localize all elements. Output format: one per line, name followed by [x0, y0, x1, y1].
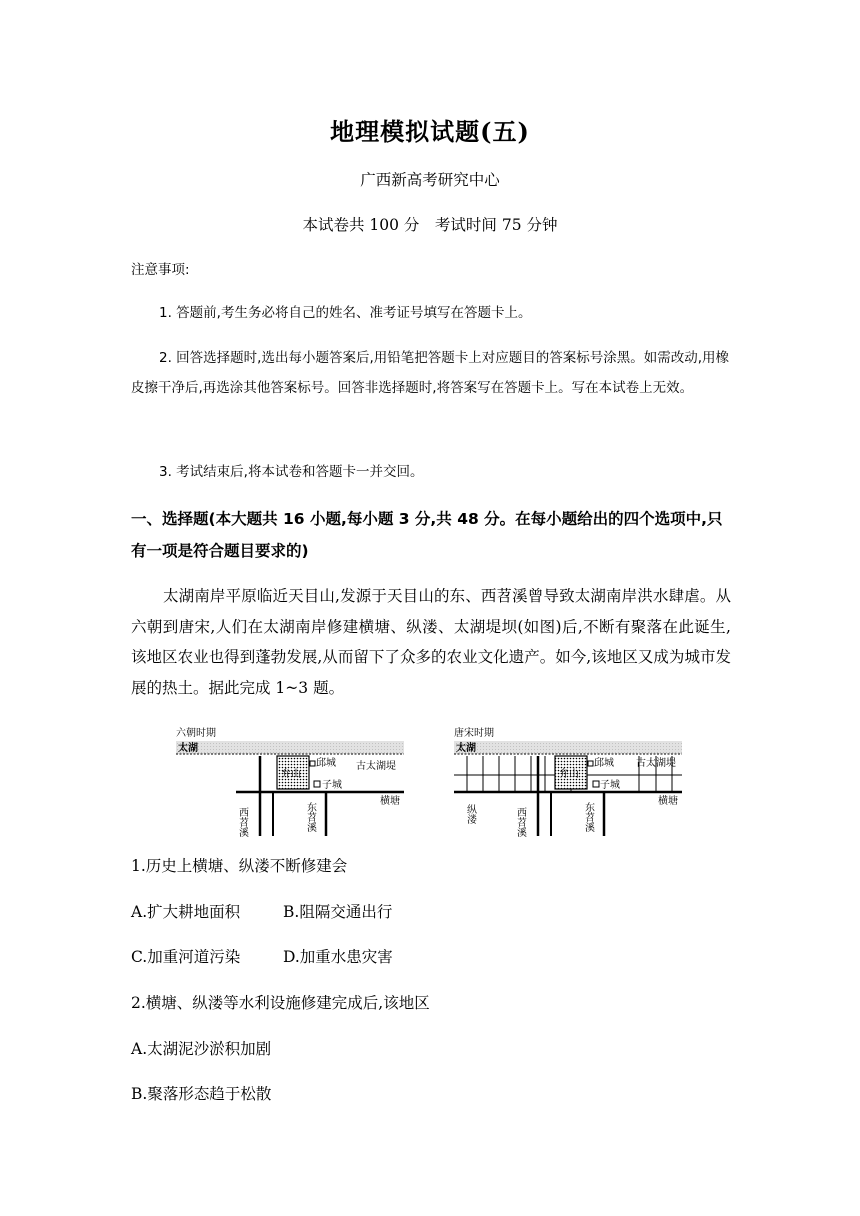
question-1-options-row: [131, 900, 393, 922]
notice-heading: 注意事项:: [131, 262, 190, 278]
lake-area: [454, 741, 682, 754]
map-period-label: 六朝时期: [176, 728, 216, 739]
city-marker: [593, 781, 599, 787]
map-period-label: 唐宋时期: [454, 728, 494, 739]
option-a: A.太湖泥沙淤积加剧: [131, 1040, 272, 1058]
city-label: 子城: [600, 780, 620, 791]
dike-label: 古太湖堤: [356, 761, 396, 772]
question-1-stem: 1.历史上横塘、纵溇不断修建会: [131, 857, 348, 875]
east-river-label: 东苕溪: [304, 802, 316, 832]
page-title: 地理模拟试题(五): [330, 117, 530, 146]
right-map: [454, 726, 682, 838]
option-a: A.扩大耕地面积: [131, 903, 241, 921]
city-marker: [314, 781, 320, 787]
organization-name: 广西新高考研究中心: [360, 171, 500, 189]
map-figure: [170, 724, 690, 840]
city-label: 子城: [322, 780, 342, 791]
exam-info: 本试卷共 100 分 考试时间 75 分钟: [302, 216, 558, 234]
section-heading: 一、选择题(本大题共 16 小题,每小题 3 分,共 48 分。在每小题给出的四个选项中,只有一项是符合题目要求的): [131, 510, 723, 560]
notice-item-3: 3. 考试结束后,将本试卷和答题卡一并交回。: [159, 464, 424, 480]
lake-label: 太湖: [178, 743, 198, 754]
city-label: 邱城: [316, 758, 336, 769]
canal-label: 横塘: [658, 796, 678, 807]
option-b: B.阻隔交通出行: [283, 903, 393, 921]
lake-label: 太湖: [456, 743, 476, 754]
notice-item-1: 1. 答题前,考生务必将自己的姓名、准考证号填写在答题卡上。: [159, 305, 532, 321]
dike-label: 古太湖堤: [636, 758, 676, 769]
west-river-label: 西苕溪: [236, 807, 248, 837]
city-label: 邱城: [594, 758, 614, 769]
east-river-label: 东苕溪: [582, 802, 594, 832]
question-2-stem: 2.横塘、纵溇等水利设施修建完成后,该地区: [131, 994, 430, 1012]
city-marker: [588, 761, 593, 766]
notice-item-2: 2. 回答选择题时,选出每小题答案后,用铅笔把答题卡上对应题目的答案标号涂黑。如需改动,用橡皮擦干净后,再选涂其他答案标号。回答非选择题时,将答案写在答题卡上。写在本试卷上无效。: [131, 350, 730, 396]
option-c: C.加重河道污染: [131, 948, 241, 966]
question-1-options-row: [131, 945, 393, 967]
city-marker: [310, 761, 315, 766]
hill-label: 弁山: [281, 769, 301, 780]
passage: 太湖南岸平原临近天目山,发源于天目山的东、西苕溪曾导致太湖南岸洪水肆虐。从六朝到唐宋,人们在太湖南岸修建横塘、纵溇、太湖堤坝(如图)后,不断有聚落在此诞生,该地区农业也得到蓬勃发展,从而留下了众多的农业文化遗产。如今,该地区又成为城市发展的热土。据此完成 1~3 题。: [131, 587, 731, 697]
lake-area: [176, 741, 404, 754]
canal-label: 横塘: [380, 796, 400, 807]
vertical-canal-label: 纵溇: [464, 804, 476, 824]
hill-label: 弁山: [559, 769, 579, 780]
option-b: B.聚落形态趋于松散: [131, 1085, 272, 1103]
west-river-label: 西苕溪: [514, 807, 526, 837]
option-d: D.加重水患灾害: [283, 948, 393, 966]
left-map: [176, 726, 404, 838]
